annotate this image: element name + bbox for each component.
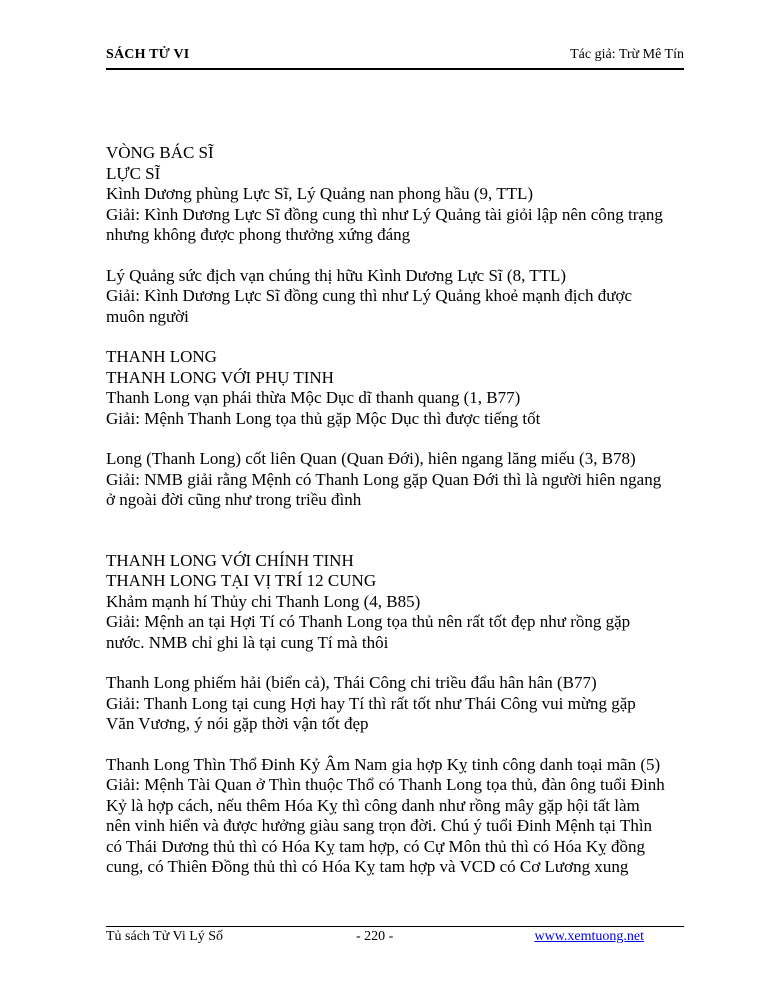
paragraph-line: nên vinh hiển và được hưởng giàu sang trọn đời. Chú ý tuổi Đinh Mệnh tại Thìn	[106, 816, 653, 835]
website-link[interactable]: www.xemtuong.net	[534, 929, 644, 944]
paragraph	[106, 388, 691, 429]
paragraph-line: Giải: Mệnh Thanh Long tọa thủ gặp Mộc Dục thì được tiếng tốt	[106, 408, 541, 428]
paragraph	[106, 755, 691, 878]
paragraph-line: Lý Quảng sức địch vạn chúng thị hữu Kình Dương Lực Sĩ (8, TTL)	[106, 265, 567, 285]
paragraph-line: Giải: Mệnh Tài Quan ở Thìn thuộc Thổ có Thanh Long tọa thủ, đàn ông tuổi Đinh	[106, 775, 665, 794]
book-title: SÁCH TỬ VI	[106, 47, 190, 62]
paragraph-line: Kình Dương phùng Lực Sĩ, Lý Quảng nan phong hầu (9, TTL)	[106, 184, 534, 203]
paragraph-line: Khảm mạnh hí Thủy chi Thanh Long (4, B85)	[106, 591, 421, 611]
paragraph-line: Giải: Kình Dương Lực Sĩ đồng cung thì như Lý Quảng khoẻ mạnh địch được	[106, 286, 633, 305]
paragraph	[106, 592, 691, 654]
paragraph	[106, 673, 691, 735]
author-label: Tác giả: Trừ Mê Tín	[570, 47, 684, 62]
paragraph-line: Giải: Mệnh an tại Hợi Tí có Thanh Long tọa thủ nên rất tốt đẹp như rồng gặp	[106, 612, 631, 631]
paragraph	[106, 449, 691, 511]
paragraph-line: muôn người	[106, 306, 189, 326]
paragraph-line: ở ngoài đời cũng như trong triều đình	[106, 490, 362, 509]
page-header	[106, 44, 684, 70]
paragraph-line: Giải: NMB giải rằng Mệnh có Thanh Long gặp Quan Đới thì là người hiên ngang	[106, 469, 662, 489]
paragraph-line: Thanh Long phiếm hải (biển cả), Thái Công chi triều đẩu hân hân (B77)	[106, 673, 597, 692]
paragraph-line: Giải: Thanh Long tại cung Hợi hay Tí thì rất tốt như Thái Công vui mừng gặp	[106, 693, 636, 713]
paragraph-line: Giải: Kình Dương Lực Sĩ đồng cung thì như Lý Quảng tài giỏi lập nên công trạng	[106, 204, 663, 224]
paragraph	[106, 266, 691, 328]
section-subtitle: LỰC SĨ	[106, 163, 161, 183]
series-title: Tủ sách Tử Vi Lý Số	[106, 929, 224, 944]
paragraph-line: Thanh Long vạn phái thừa Mộc Dục dĩ thanh quang (1, B77)	[106, 388, 521, 407]
page-number: - 220 -	[356, 929, 394, 944]
paragraph-line: có Thái Dương thủ thì có Hóa Kỵ tam hợp, có Cự Môn thủ thì có Hóa Kỵ đồng	[106, 836, 645, 856]
paragraph-line: nước. NMB chỉ ghi là tại cung Tí mà thôi	[106, 632, 389, 652]
paragraph-line: Văn Vương, ý nói gặp thời vận tốt đẹp	[106, 714, 369, 733]
paragraph-line: nhưng không được phong thưởng xứng đáng	[106, 225, 411, 244]
paragraph-line: Long (Thanh Long) cốt liên Quan (Quan Đới), hiên ngang lăng miếu (3, B78)	[106, 449, 636, 468]
page-body	[106, 143, 691, 878]
paragraph-line: cung, có Thiên Đồng thủ thì có Hóa Kỵ tam hợp và VCD có Cơ Lương xung	[106, 857, 629, 876]
paragraph	[106, 184, 691, 246]
section-title: VÒNG BÁC SĨ	[106, 143, 214, 162]
paragraph-line: Thanh Long Thìn Thổ Đinh Kỷ Âm Nam gia hợp Kỵ tinh công danh toại mãn (5)	[106, 754, 661, 774]
section-title: THANH LONG VỚI CHÍNH TINH	[106, 550, 354, 570]
section-title: THANH LONG	[106, 347, 217, 366]
section-subtitle: THANH LONG VỚI PHỤ TINH	[106, 367, 334, 387]
paragraph-line: Kỷ là hợp cách, nếu thêm Hóa Kỵ thì công danh như rồng mây gặp hội tất làm	[106, 795, 640, 815]
section-subtitle: THANH LONG TẠI VỊ TRÍ 12 CUNG	[106, 571, 377, 590]
page-footer	[106, 926, 684, 949]
